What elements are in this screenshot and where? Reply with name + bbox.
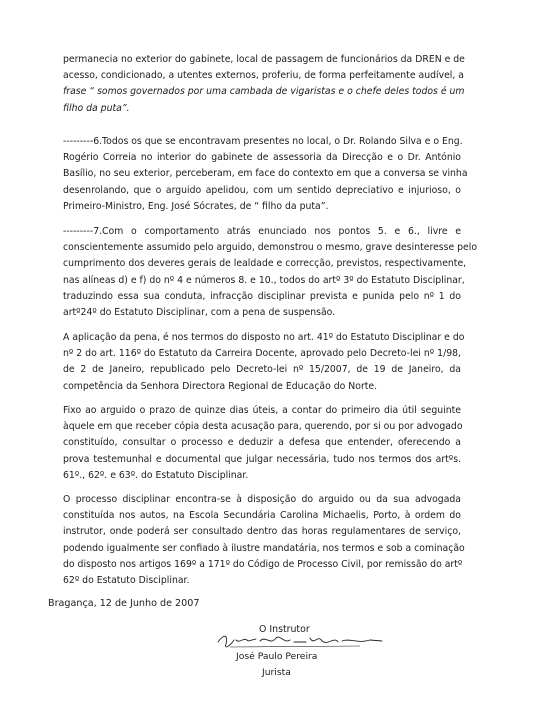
text-line: traduzindo essa sua conduta, infracção disciplinar prevista e punida pelo nº 1 do [63, 290, 461, 302]
text-line: desenrolando, que o arguido apelidou, com um sentido depreciativo e injurioso, o [63, 184, 461, 196]
text-line: constituído, consultar o processo e deduzir a defesa que entender, oferecendo a [63, 437, 461, 449]
text-line: permanecia no exterior do gabinete, local de passagem de funcionários da DREN e de [63, 54, 465, 65]
text-line: conscientemente assumido pelo arguido, demonstrou o mesmo, grave desinteresse pelo [63, 242, 478, 254]
text-line: frase “ somos governados por uma cambada de vigaristas e o chefe deles todos é um [63, 86, 465, 98]
paragraph-deadline [63, 403, 461, 484]
text-line: ---------7.Com o comportamento atrás enunciado nos pontos 5. e 6., livre e [63, 226, 461, 237]
text-line: nº 2 do art. 116º do Estatuto da Carreira Docente, aprovado pelo Decreto-lei nº 1/98, [63, 348, 461, 360]
signatory-title: O Instrutor [259, 624, 310, 635]
date-line: Bragança, 12 de Junho de 2007 [48, 598, 200, 609]
paragraph-penalty [63, 330, 465, 395]
text-line: 61º., 62º. e 63º. do Estatuto Disciplinar. [63, 469, 249, 481]
text-line: cumprimento dos deveres gerais de lealdade e correcção, previstos, respectivamente, [63, 258, 467, 270]
text-line: àquele em que receber cópia desta acusação para, querendo, por si ou por advogado [63, 421, 463, 433]
text-line: O processo disciplinar encontra-se à disposição do arguido ou da sua advogada [63, 494, 461, 505]
text-line: Primeiro-Ministro, Eng. José Sócrates, de “ filho da puta”. [63, 200, 329, 212]
text-line: Basílio, no seu exterior, perceberam, em face do contexto em que a conversa se vinha [63, 168, 468, 180]
signatory-name: José Paulo Pereira [236, 651, 318, 662]
text-line: artº24º do Estatuto Disciplinar, com a pena de suspensão. [63, 307, 336, 319]
text-line: Rogério Correia no interior do gabinete de assessoria da Direcção e o Dr. António [63, 152, 461, 164]
text-line: competência da Senhora Directora Regional de Educação do Norte. [63, 380, 378, 392]
text-line: nas alíneas d) e f) do nº 4 e números 8. e 10., todos do artº 3º do Estatuto Disciplinar, [63, 274, 465, 286]
handwritten-signature [210, 632, 390, 652]
paragraph-7 [63, 224, 478, 321]
paragraph-5-continuation [63, 52, 465, 117]
text-line: constituída nos autos, na Escola Secundária Carolina Michaelis, Porto, à ordem do [63, 510, 461, 522]
signatory-role: Jurista [262, 667, 291, 678]
text-line: do disposto nos artigos 169º a 171º do Código de Processo Civil, por remissão do artº [63, 558, 463, 570]
text-line: instrutor, onde poderá ser consultado dentro das horas regulamentares de serviço, [63, 526, 461, 538]
text-line: prova testemunhal e documental que julgar necessária, tudo nos termos dos artºs. [63, 453, 461, 465]
paragraph-process [63, 492, 465, 589]
text-line: ---------6.Todos os que se encontravam presentes no local, o Dr. Rolando Silva e o Eng. [63, 136, 463, 147]
text-line: 62º do Estatuto Disciplinar. [63, 575, 190, 587]
paragraph-6 [63, 134, 468, 215]
text-line: A aplicação da pena, é nos termos do disposto no art. 41º do Estatuto Disciplinar e do [63, 332, 465, 343]
text-line: filho da puta”. [63, 102, 130, 114]
text-line: podendo igualmente ser confiado à ilustre mandatária, nos termos e sob a cominação [63, 542, 465, 554]
text-line: de 2 de Janeiro, republicado pelo Decreto-lei nº 15/2007, de 19 de Janeiro, da [63, 364, 461, 376]
text-line: Fixo ao arguido o prazo de quinze dias úteis, a contar do primeiro dia útil seguinte [63, 405, 461, 416]
text-line: acesso, condicionado, a utentes externos, proferiu, de forma perfeitamente audível, a [63, 70, 464, 82]
